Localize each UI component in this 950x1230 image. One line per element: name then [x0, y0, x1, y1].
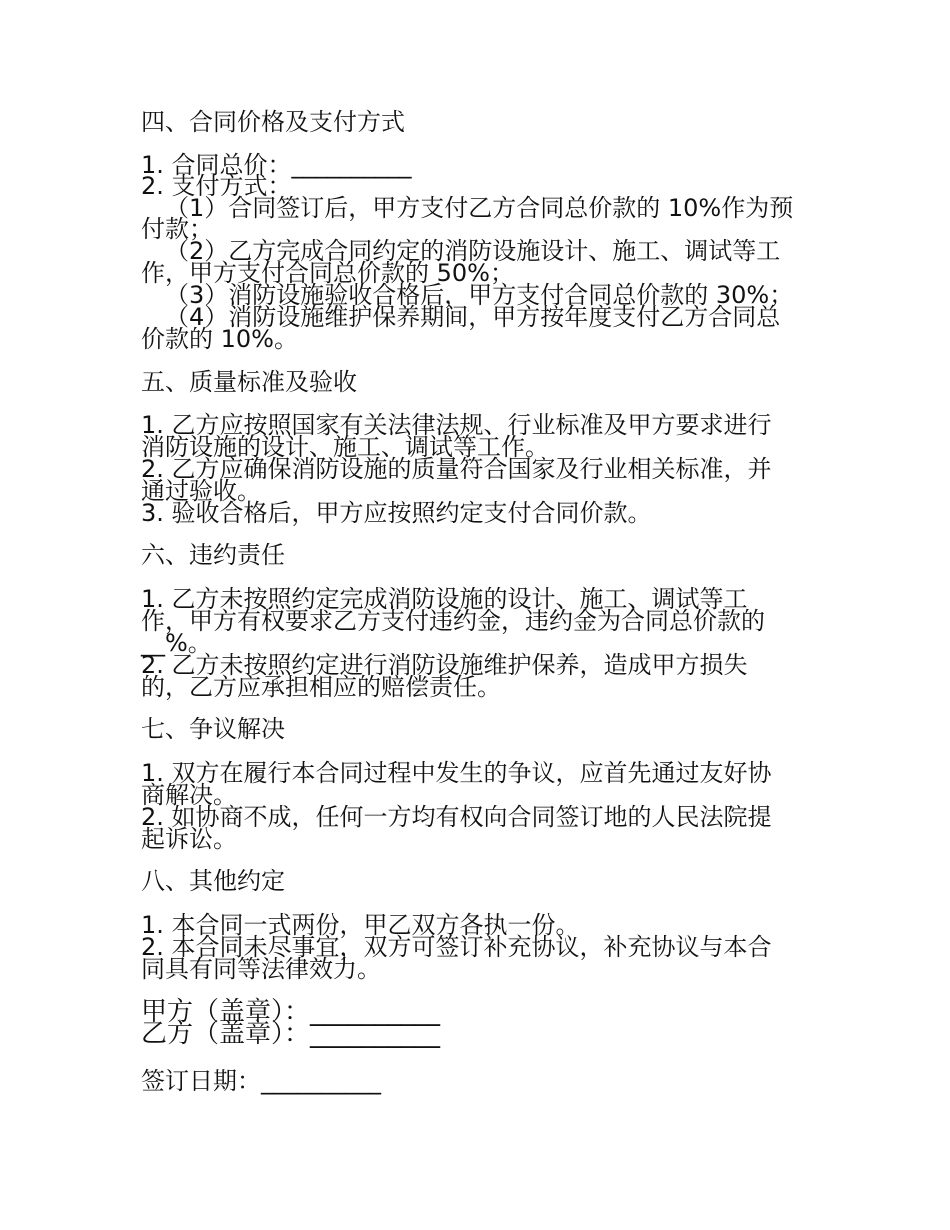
payment-item-1-line-b: 付款；: [141, 215, 213, 243]
dispute-item-1-line-b: 商解决。: [141, 781, 237, 809]
party-b-seal-line: 乙方（盖章）：__________: [141, 1019, 441, 1049]
section-heading-liability: 六、违约责任: [141, 541, 285, 569]
payment-item-3-line: （3）消防设施验收合格后，甲方支付合同总价款的 30%；: [165, 281, 794, 309]
contract-total-price-line: 1. 合同总价：__________: [141, 151, 412, 179]
quality-item-3-line: 3. 验收合格后，甲方应按照约定支付合同价款。: [141, 499, 652, 527]
dispute-item-2-line-a: 2. 如协商不成，任何一方均有权向合同签订地的人民法院提: [141, 803, 772, 831]
section-heading-price-payment: 四、合同价格及支付方式: [141, 108, 405, 136]
other-item-1-line: 1. 本合同一式两份，甲乙双方各执一份。: [141, 911, 580, 939]
quality-item-1-line-b: 消防设施的设计、施工、调试等工作。: [141, 433, 549, 461]
other-item-2-line-b: 同具有同等法律效力。: [141, 955, 381, 983]
other-item-2-line-a: 2. 本合同未尽事宜，双方可签订补充协议，补充协议与本合: [141, 933, 772, 961]
signing-date-line: 签订日期：__________: [141, 1067, 381, 1095]
dispute-item-1-line-a: 1. 双方在履行本合同过程中发生的争议，应首先通过友好协: [141, 759, 772, 787]
dispute-item-2-line-b: 起诉讼。: [141, 825, 237, 853]
payment-item-1-line-a: （1）合同签订后，甲方支付乙方合同总价款的 10%作为预: [165, 194, 794, 222]
payment-item-4-line-b: 价款的 10%。: [141, 325, 298, 353]
party-a-seal-line: 甲方（盖章）：__________: [141, 997, 441, 1027]
liability-item-1-line-a: 1. 乙方未按照约定完成消防设施的设计、施工、调试等工: [141, 585, 748, 613]
liability-item-2-line-b: 的，乙方应承担相应的赔偿责任。: [141, 673, 501, 701]
liability-item-2-line-a: 2. 乙方未按照约定进行消防设施维护保养，造成甲方损失: [141, 651, 748, 679]
payment-item-4-line-a: （4）消防设施维护保养期间，甲方按年度支付乙方合同总: [165, 303, 781, 331]
payment-item-2-line-b: 作，甲方支付合同总价款的 50%；: [141, 259, 514, 287]
section-heading-other: 八、其他约定: [141, 867, 285, 895]
section-heading-quality-acceptance: 五、质量标准及验收: [141, 368, 357, 396]
payment-method-line: 2. 支付方式：: [141, 172, 292, 200]
payment-item-2-line-a: （2）乙方完成合同约定的消防设施设计、施工、调试等工: [165, 237, 781, 265]
quality-item-2-line-b: 通过验收。: [141, 477, 261, 505]
section-heading-dispute: 七、争议解决: [141, 715, 285, 743]
quality-item-2-line-a: 2. 乙方应确保消防设施的质量符合国家及行业相关标准，并: [141, 455, 772, 483]
quality-item-1-line-a: 1. 乙方应按照国家有关法律法规、行业标准及甲方要求进行: [141, 411, 772, 439]
liability-item-1-line-b: 作，甲方有权要求乙方支付违约金，违约金为合同总价款的: [141, 607, 765, 635]
liability-item-1-line-c: __%。: [141, 629, 212, 657]
